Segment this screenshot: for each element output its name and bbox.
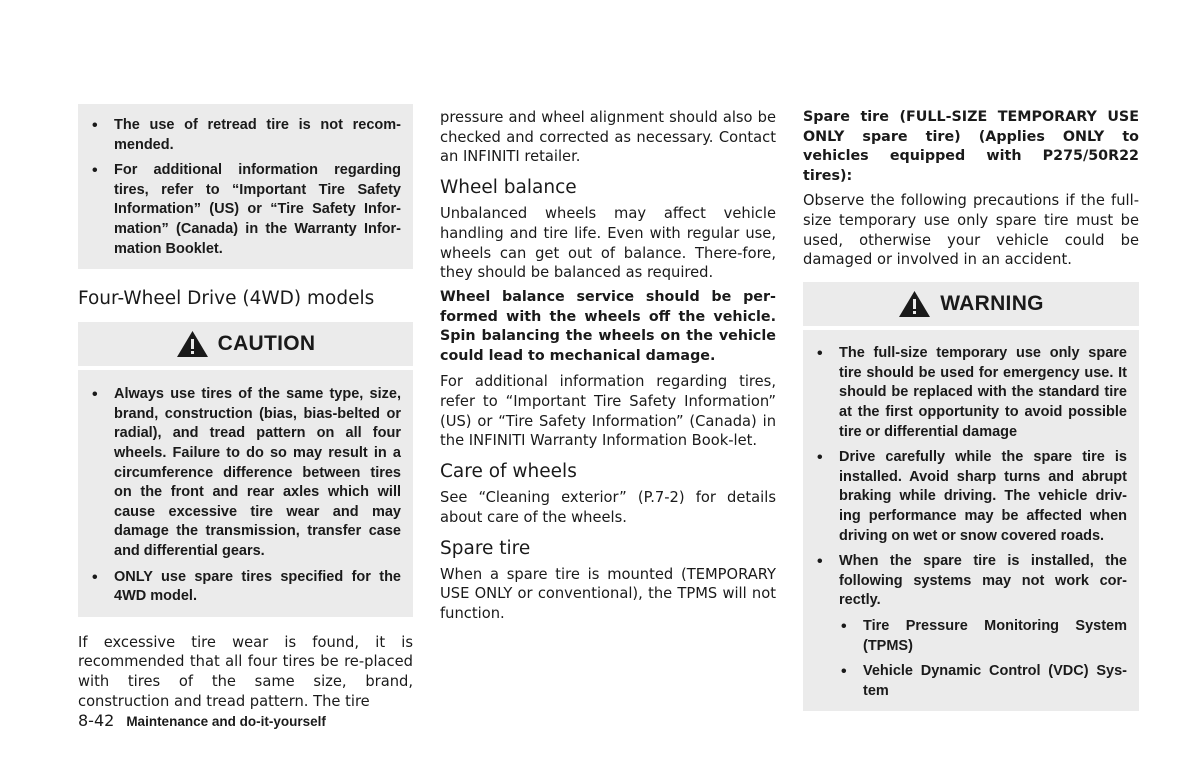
retread-bullets: [90, 116, 401, 259]
tire-wear-paragraph: If excessive tire wear is found, it is recommended that all four tires be re-placed with tires of the same size, brand, construction and tread pattern. The tire: [78, 633, 413, 710]
list-item: • The use of retread tire is not recom-mended.: [90, 116, 401, 155]
caution-box: [78, 322, 413, 617]
warning-label: WARNING: [940, 292, 1044, 316]
list-item: • The full-size temporary use only spare tire should be used for emergency use. It should be replaced with the standard tire at the first opportunity to avoid possible tire or differential damage: [815, 344, 1127, 442]
warning-triangle-icon: [176, 330, 209, 358]
page-footer: [78, 711, 326, 730]
wheel-balance-more-paragraph: For additional information regarding tires, refer to “Important Tire Safety Information” (US) or “Tire Safety Information” (Canada) in the INFINITI Warranty Information Book-let.: [440, 373, 776, 450]
full-size-spare-intro: Observe the following precautions if the full-size temporary use only spare tire must be used, otherwise your vehicle could be damaged or involved in an accident.: [803, 192, 1139, 269]
warning-box: [803, 282, 1139, 711]
system-item: • Vehicle Dynamic Control (VDC) Sys-tem: [839, 662, 1127, 701]
caution-header: [78, 322, 413, 370]
section-heading-spare-tire: Spare tire: [440, 537, 531, 559]
list-item: • For additional information regarding tires, refer to “Important Tire Safety Information” (US) or “Tire Safety Infor-mation” (Canada) in the Warranty Infor-mation Booklet.: [90, 161, 401, 259]
caution-bullets: [90, 385, 401, 607]
list-item-text: When the spare tire is installed, the following systems may not work cor-rectly.: [839, 553, 1127, 609]
column-middle: [440, 108, 776, 624]
column-right: [803, 108, 1139, 711]
section-heading-wheel-balance: Wheel balance: [440, 177, 577, 199]
section-title: Maintenance and do-it-yourself: [126, 714, 326, 729]
wheel-balance-paragraph: Unbalanced wheels may affect vehicle handling and tire life. Even with regular use, wheels can get out of balance. There-fore, they should be balanced as required.: [440, 205, 776, 282]
retread-note-box: [78, 104, 413, 269]
warning-triangle-icon: [898, 290, 931, 318]
section-heading-4wd: Four-Wheel Drive (4WD) models: [78, 288, 375, 310]
list-item: [815, 552, 1127, 701]
caution-label: CAUTION: [217, 332, 316, 356]
care-paragraph: See “Cleaning exterior” (P.7-2) for details about care of the wheels.: [440, 489, 776, 526]
warning-header: [803, 282, 1139, 330]
alignment-paragraph: pressure and wheel alignment should also be checked and corrected as necessary. Contact an INFINITI retailer.: [440, 109, 776, 166]
warning-bullets: [815, 344, 1127, 701]
affected-systems-list: [839, 617, 1127, 701]
column-left: [78, 104, 413, 712]
section-heading-care-of-wheels: Care of wheels: [440, 461, 577, 483]
list-item: • Always use tires of the same type, size, brand, construction (bias, bias-belted or radial), and tread pattern on all four wheels. Failure to do so may result in a circumference difference between tires on the front and rear axles which will cause excessive tire wear and may damage the transmission, transfer case and differential gears.: [90, 385, 401, 561]
spare-tire-paragraph: When a spare tire is mounted (TEMPORARY USE ONLY or conventional), the TPMS will not function.: [440, 565, 776, 622]
page-number: 8-42: [78, 711, 115, 730]
wheel-balance-bold-paragraph: Wheel balance service should be per-formed with the wheels off the vehicle. Spin balancing the wheels on the vehicle could lead to mechanical damage.: [440, 288, 776, 364]
list-item: • Drive carefully while the spare tire is installed. Avoid sharp turns and abrupt braking while driving. The vehicle driv-ing performance may be affected when driving on wet or snow covered roads.: [815, 448, 1127, 546]
full-size-spare-heading: Spare tire (FULL-SIZE TEMPORARY USE ONLY spare tire) (Applies ONLY to vehicles equipped with P275/50R22 tires):: [803, 109, 1139, 184]
list-item: • ONLY use spare tires specified for the 4WD model.: [90, 568, 401, 607]
system-item: • Tire Pressure Monitoring System (TPMS): [839, 617, 1127, 656]
